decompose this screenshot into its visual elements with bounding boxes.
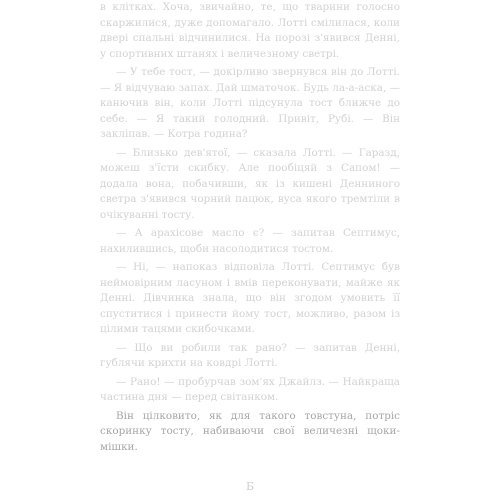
paragraph: — Що ви робили так рано? — запитав Денні, гублячи крихти на ковдрі Лотті. <box>100 341 400 369</box>
paragraph: — Рано! — пробурчав зом'ях Джайлз. — Найкраща частина дня — перед світанком. <box>100 375 400 403</box>
body-text <box>100 0 400 458</box>
page-number: Б <box>245 480 255 493</box>
paragraph: в клітках. Хоча, звичайно, те, що тварини голосно скаржилися, дуже допомагало. Лотті смілилася, коли двері спальні відчинилися. На порозі з'явився Денні, у спортивних штанях і величезному светрі. <box>100 1 400 60</box>
paragraph: — Ні, — напоказ відповіла Лотті. Септимус був неймовірним ласуном і вмів переконувати, майже як Денні. Дівчинка знала, що він згодом умовить її спуститися і принести йому тост, можливо, разом із цілими тацями скибочками. <box>100 261 400 335</box>
paragraph: — У тебе тост, — докірливо звернувся він до Лотті. — Я відчуваю запах. Дай шматочок. Будь ла-а-аска, — канючив він, коли Лотті підсунула тост ближче до себе. — Я такий голодний. Привіт, Рубі. — Він закліпав. — Котра година? <box>100 66 400 140</box>
paragraph: Він цілковито, як для такого товстуна, потріс скоринку тосту, набиваючи свої величезні щоки-мішки. <box>100 409 400 453</box>
paragraph: — Близько дев'ятої, — сказала Лотті. — Гаразд, можеш з'їсти скибку. Але пообіцяй з Сапом! — додала вона, побачивши, як із кишені Денниного светра з'явився чорний пацюк, вуса якого тремтіли в очікуванні тосту. <box>100 146 400 221</box>
paragraph: — А арахісове масло є? — запитав Септимус, нахилившись, щоби насолодитися тостом. <box>100 227 400 255</box>
